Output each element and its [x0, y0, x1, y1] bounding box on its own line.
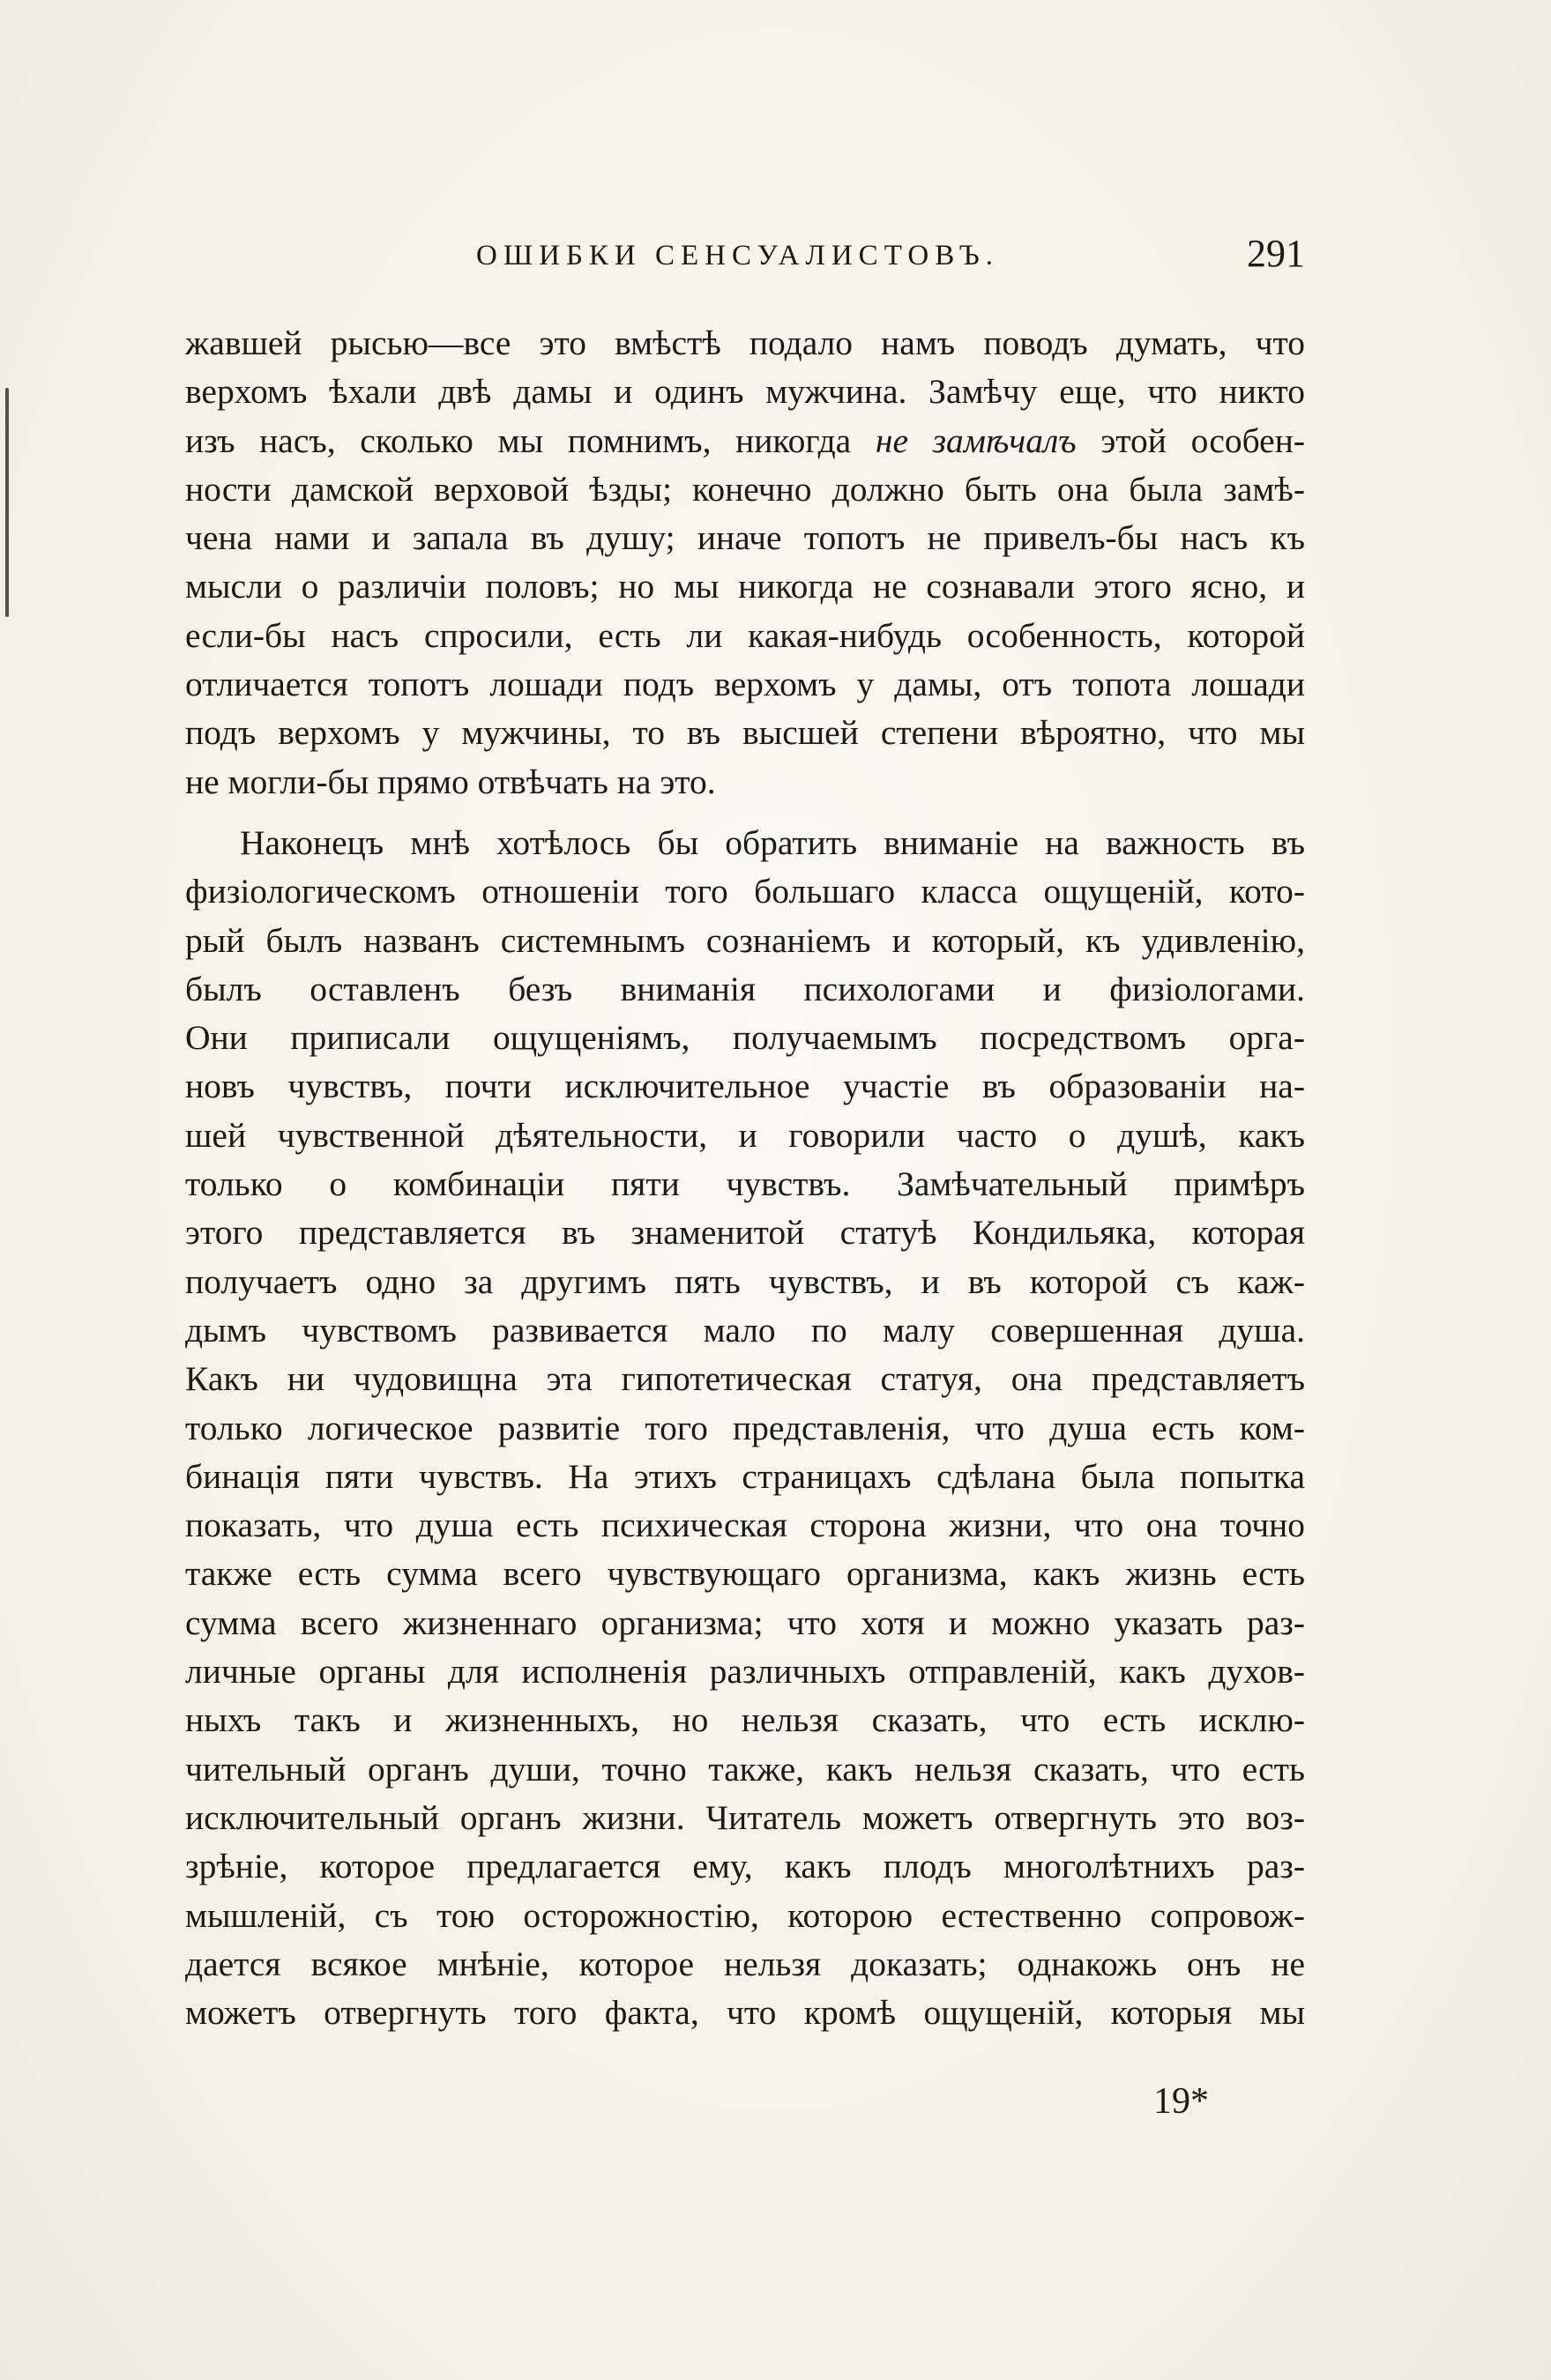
text-line: чена нами и запала въ душу; иначе топотъ не привелъ-бы насъ къ [185, 518, 1305, 558]
text-line: Они приписали ощущеніямъ, получаемымъ посредствомъ орга- [185, 1018, 1305, 1058]
text-line: изъ насъ, сколько мы помнимъ, никогда не замѣчалъ этой особен- [185, 420, 1305, 460]
paragraph-gap [185, 807, 1305, 819]
page-header [185, 227, 1305, 289]
text-line: дымъ чувствомъ развивается мало по малу совершенная душа. [185, 1310, 1305, 1350]
text-line: верхомъ ѣхали двѣ дамы и одинъ мужчина. Замѣчу еще, что никто [185, 372, 1305, 412]
text-line: не могли-бы прямо отвѣчать на это. [185, 762, 716, 801]
emphasis: не замѣчалъ [875, 420, 1077, 460]
text-line: зрѣніе, которое предлагается ему, какъ плодъ многолѣтнихъ раз- [185, 1847, 1305, 1886]
paragraph [185, 319, 1305, 807]
text-line: ныхъ такъ и жизненныхъ, но нельзя сказать, что есть исклю- [185, 1700, 1305, 1740]
text-line: только логическое развитіе того представленія, что душа есть ком- [185, 1408, 1305, 1447]
text-line: ности дамской верховой ѣзды; конечно должно быть она была замѣ- [185, 469, 1305, 509]
text-line: физіологическомъ отношеніи того большаго класса ощущеній, кото- [185, 872, 1305, 911]
text-line: мысли о различіи половъ; но мы никогда не сознавали этого ясно, и [185, 567, 1305, 606]
paragraph [185, 819, 1305, 2037]
text-line: только о комбинаціи пяти чувствъ. Замѣчательный примѣръ [185, 1164, 1305, 1204]
text-line: дается всякое мнѣніе, которое нельзя доказать; однакожь онъ не [185, 1944, 1305, 1983]
text-line: Какъ ни чудовищна эта гипотетическая статуя, она представляетъ [185, 1359, 1305, 1399]
page-number: 291 [1247, 232, 1305, 275]
text-line: сумма всего жизненнаго организма; что хотя и можно указать раз- [185, 1603, 1305, 1642]
signature-mark: 19* [1153, 2081, 1209, 2122]
text-line: новъ чувствъ, почти исключительное участіе въ образованіи на- [185, 1067, 1305, 1106]
text-line: подъ верхомъ у мужчины, то въ высшей степени вѣроятно, что мы [185, 713, 1305, 753]
text-line: рый былъ названъ системнымъ сознаніемъ и который, къ удивленію, [185, 920, 1305, 960]
text-line: этого представляется въ знаменитой статуѣ Кондильяка, которая [185, 1213, 1305, 1253]
text-line: жавшей рысью—все это вмѣстѣ подало намъ поводъ думать, что [185, 324, 1305, 362]
text-line: былъ оставленъ безъ вниманія психологами и физіологами. [185, 969, 1305, 1008]
text-line: если-бы насъ спросили, есть ли какая-нибудь особенность, которой [185, 615, 1305, 655]
text-line: отличается топотъ лошади подъ верхомъ у дамы, отъ топота лошади [185, 665, 1305, 704]
text-line: показать, что душа есть психическая сторона жизни, что она точно [185, 1506, 1305, 1545]
text-line: также есть сумма всего чувствующаго организма, какъ жизнь есть [185, 1554, 1305, 1594]
text-line: чительный органъ души, точно также, какъ нельзя сказать, что есть [185, 1749, 1305, 1789]
binding-edge-mark [5, 388, 9, 617]
text-line: Наконецъ мнѣ хотѣлось бы обратить вниманіе на важность въ [240, 822, 1305, 862]
text-line: бинація пяти чувствъ. На этихъ страницахъ сдѣлана была попытка [185, 1456, 1305, 1496]
text-line: личные органы для исполненія различныхъ отправленій, какъ духов- [185, 1652, 1305, 1692]
body-text [185, 319, 1305, 2037]
text-line: получаетъ одно за другимъ пять чувствъ, и въ которой съ каж- [185, 1261, 1305, 1301]
text-line: шей чувственной дѣятельности, и говорили часто о душѣ, какъ [185, 1115, 1305, 1155]
text-line: можетъ отвергнуть того факта, что кромѣ ощущеній, которыя мы [185, 1993, 1305, 2033]
running-head: ОШИБКИ СЕНСУАЛИСТОВЪ. [476, 240, 1000, 271]
text-line: исключительный органъ жизни. Читатель можетъ отвергнуть это воз- [185, 1797, 1305, 1837]
text-line: мышленій, съ тою осторожностію, которою естественно сопровож- [185, 1895, 1305, 1935]
